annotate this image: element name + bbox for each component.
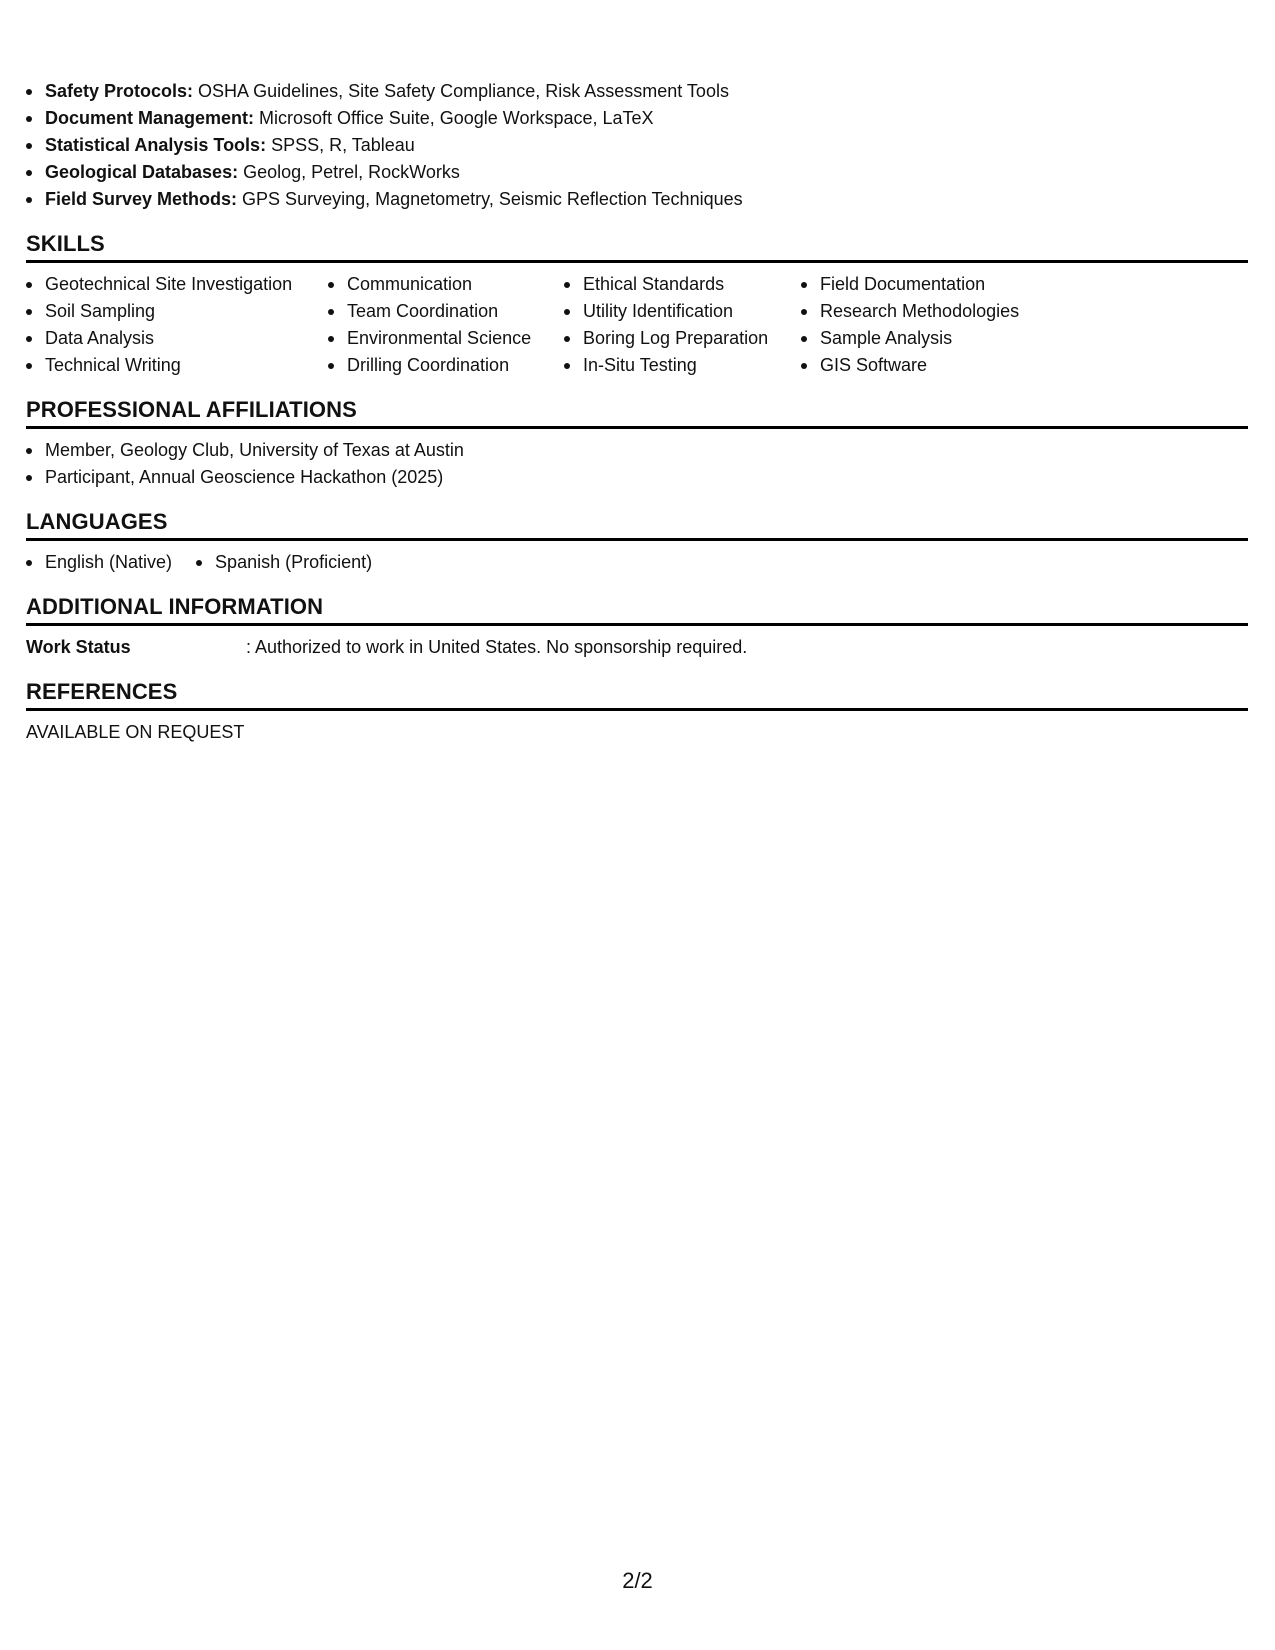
tool-category-value: OSHA Guidelines, Site Safety Compliance, Risk Assessment Tools [193,81,729,101]
skill-item: Geotechnical Site Investigation [26,271,328,298]
work-status-row [26,634,1248,661]
additional-info-heading: ADDITIONAL INFORMATION [26,594,1248,626]
list-item [26,78,1248,105]
skill-item: Team Coordination [328,298,564,325]
skills-column [328,271,564,379]
affiliation-item: Member, Geology Club, University of Texas at Austin [26,437,1248,464]
tool-category-label: Field Survey Methods: [45,189,238,209]
affiliations-heading: PROFESSIONAL AFFILIATIONS [26,397,1248,429]
list-item [26,186,1248,213]
skill-item: In-Situ Testing [564,352,801,379]
list-item [26,105,1248,132]
language-item: English (Native) [26,549,172,576]
tool-category-value: GPS Surveying, Magnetometry, Seismic Reflection Techniques [237,189,743,209]
skill-item: Ethical Standards [564,271,801,298]
skill-item: Boring Log Preparation [564,325,801,352]
languages-heading: LANGUAGES [26,509,1248,541]
tool-category-label: Document Management: [45,108,255,128]
tool-category-value: Microsoft Office Suite, Google Workspace, LaTeX [254,108,654,128]
skill-item: Field Documentation [801,271,1061,298]
skill-item: Research Methodologies [801,298,1061,325]
tools-list [26,78,1248,213]
skill-item: GIS Software [801,352,1061,379]
tool-category-label: Geological Databases: [45,162,239,182]
skill-item: Technical Writing [26,352,328,379]
list-item [26,159,1248,186]
affiliations-list [26,437,1248,491]
skill-item: Soil Sampling [26,298,328,325]
references-heading: REFERENCES [26,679,1248,711]
list-item [26,132,1248,159]
languages-list [26,549,1248,576]
skill-item: Drilling Coordination [328,352,564,379]
skills-column [801,271,1061,379]
references-text: AVAILABLE ON REQUEST [26,722,245,742]
skill-item: Data Analysis [26,325,328,352]
skills-column [26,271,328,379]
tool-category-value: SPSS, R, Tableau [266,135,415,155]
skills-grid [26,271,1248,379]
skills-column [564,271,801,379]
affiliation-item: Participant, Annual Geoscience Hackathon (2025) [26,464,1248,491]
skill-item: Sample Analysis [801,325,1061,352]
skill-item: Utility Identification [564,298,801,325]
resume-page-content [26,78,1248,746]
work-status-label: Work Status [26,637,131,657]
tool-category-label: Safety Protocols: [45,81,194,101]
skills-heading: SKILLS [26,231,1248,263]
tool-category-label: Statistical Analysis Tools: [45,135,267,155]
skill-item: Environmental Science [328,325,564,352]
page-number: 2/2 [622,1568,653,1593]
language-item: Spanish (Proficient) [196,549,372,576]
tool-category-value: Geolog, Petrel, RockWorks [238,162,460,182]
languages-row [26,549,1248,576]
work-status-value: : Authorized to work in United States. No sponsorship required. [246,637,748,657]
skill-item: Communication [328,271,564,298]
